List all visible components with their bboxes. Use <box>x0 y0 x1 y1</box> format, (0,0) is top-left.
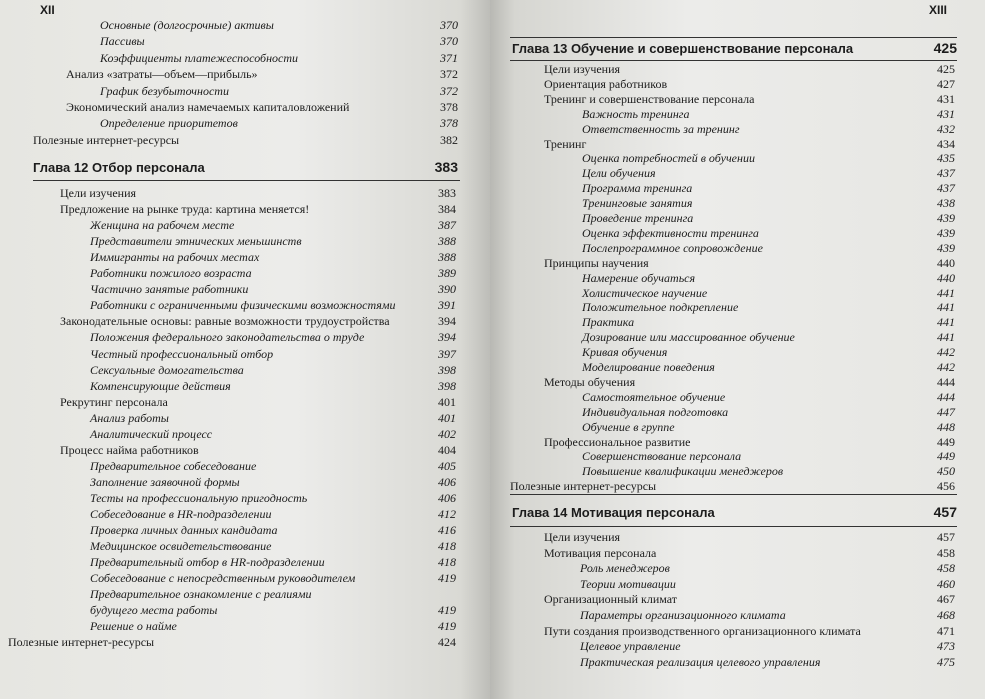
chapter-title: Глава 12 Отбор персонала <box>33 160 205 175</box>
toc-subentry: Работники пожилого возраста <box>90 266 252 281</box>
toc-subentry: Важность тренинга <box>582 106 690 121</box>
toc-entry: Пути создания производственного организационного климата <box>544 623 861 638</box>
toc-page-number: 438 <box>937 196 955 211</box>
toc-subentry: Аналитический процесс <box>90 426 213 441</box>
toc-page-number: 431 <box>937 106 955 121</box>
toc-entry: Профессиональное развитие <box>544 434 691 449</box>
toc-subentry: Цели обучения <box>582 166 656 181</box>
toc-subentry: Моделирование поведения <box>582 360 715 374</box>
toc-subentry: Оценка эффективности тренинга <box>582 225 759 240</box>
toc-entry: Организационный климат <box>544 592 678 607</box>
left-page <box>0 0 490 699</box>
toc-page-number: 394 <box>438 330 456 345</box>
toc-subentry: Работники с ограниченными физическими возможностями <box>90 298 396 313</box>
toc-page-number: 412 <box>438 507 456 521</box>
toc-subentry: Дозирование или массированное обучение <box>582 330 795 345</box>
toc-page-number: 406 <box>438 474 456 489</box>
toc-page-number: 441 <box>937 300 955 315</box>
toc-page-number: 419 <box>438 619 456 634</box>
toc-subentry: Положения федерального законодательства о труде <box>90 330 365 345</box>
toc-page-number: 447 <box>937 404 955 419</box>
toc-entry: Анализ «затраты—объем—прибыль» <box>66 67 258 82</box>
toc-page-number: 471 <box>937 623 955 638</box>
toc-subentry: Холистическое научение <box>582 285 708 300</box>
toc-subentry: Обучение в группе <box>582 419 675 434</box>
toc-entry: Тренинг и совершенствование персонала <box>544 91 755 106</box>
toc-subentry: Сексуальные домогательства <box>90 362 244 377</box>
toc-page-number: 372 <box>440 67 458 82</box>
toc-page-number: 440 <box>937 255 955 270</box>
toc-page-number: 475 <box>937 654 955 669</box>
toc-entry: Цели изучения <box>60 186 137 200</box>
toc-entry: Тренинг <box>544 136 587 151</box>
toc-page-number: 371 <box>440 50 458 65</box>
toc-page-number: 401 <box>438 394 456 409</box>
toc-page-number: 458 <box>937 561 955 576</box>
toc-page-number: 450 <box>937 464 955 479</box>
toc-subentry: Роль менеджеров <box>580 561 670 576</box>
toc-page-number: 442 <box>937 345 955 360</box>
toc-subentry: Ответственность за тренинг <box>582 121 740 136</box>
toc-subentry: Самостоятельное обучение <box>582 389 726 404</box>
toc-subentry: Собеседование с непосредственным руководителем <box>90 571 356 586</box>
toc-entry: Рекрутинг персонала <box>60 394 168 409</box>
toc-entry: Мотивация персонала <box>544 545 657 560</box>
toc-subentry: Женщина на рабочем месте <box>90 218 235 233</box>
toc-entry: Полезные интернет-ресурсы <box>33 132 180 147</box>
toc-page-number: 388 <box>438 250 456 265</box>
toc-page-number: 442 <box>937 360 955 374</box>
toc-page-number: 378 <box>440 116 458 131</box>
toc-subentry: Повышение квалификации менеджеров <box>582 464 784 479</box>
toc-page-number: 427 <box>937 76 955 91</box>
toc-page-number: 394 <box>438 314 456 329</box>
toc-page-number: 441 <box>937 330 955 345</box>
toc-subentry: Намерение обучаться <box>582 270 696 285</box>
toc-page-number: 405 <box>438 458 456 473</box>
toc-page-number: 431 <box>937 91 955 106</box>
toc-subentry: Тесты на профессиональную пригодность <box>90 490 308 505</box>
toc-page-number: 398 <box>438 378 456 393</box>
toc-page-number: 444 <box>937 374 955 389</box>
toc-page-number: 439 <box>937 225 955 240</box>
chapter-page-number: 457 <box>933 504 957 520</box>
toc-page-number: 372 <box>440 83 458 98</box>
toc-subentry: Предварительный отбор в HR-подразделении <box>90 555 325 570</box>
toc-page-number: 441 <box>937 315 955 330</box>
toc-subentry: Честный профессиональный отбор <box>90 346 274 361</box>
toc-page-number: 435 <box>937 151 955 166</box>
toc-entry: Цели изучения <box>544 530 621 544</box>
chapter-rule <box>510 60 957 61</box>
toc-page-number: 424 <box>438 635 456 650</box>
toc-page-number: 434 <box>937 136 955 151</box>
chapter-title: Глава 13 Обучение и совершенствование персонала <box>512 41 854 56</box>
toc-subentry: Положительное подкрепление <box>582 300 739 315</box>
toc-subentry: Кривая обучения <box>582 345 668 360</box>
toc-entry: Цели изучения <box>544 62 621 76</box>
toc-page-number: 398 <box>438 362 456 377</box>
toc-page-number: 441 <box>937 285 955 300</box>
toc-subentry: Проверка личных данных кандидата <box>90 523 278 538</box>
toc-page-number: 390 <box>438 282 456 297</box>
toc-page-number: 388 <box>438 234 456 249</box>
toc-entry: Полезные интернет-ресурсы <box>510 479 657 494</box>
toc-page-number: 439 <box>937 240 955 255</box>
chapter-rule <box>510 494 957 495</box>
toc-page-number: 460 <box>937 576 955 591</box>
toc-subentry: Оценка потребностей в обучении <box>582 151 755 166</box>
toc-subentry: Представители этнических меньшинств <box>90 234 302 249</box>
toc-subentry: Коэффициенты платежеспособности <box>100 50 299 65</box>
toc-subentry: Практическая реализация целевого управления <box>580 654 821 669</box>
toc-page-number: 448 <box>937 419 955 434</box>
toc-entry: Предложение на рынке труда: картина меняется! <box>60 202 310 217</box>
toc-page-number: 432 <box>937 121 955 136</box>
toc-page-number: 406 <box>438 490 456 505</box>
toc-page-number: 457 <box>937 530 955 544</box>
toc-subentry: Проведение тренинга <box>582 211 694 225</box>
toc-subentry: Собеседование в HR-подразделении <box>90 507 272 521</box>
toc-subentry: График безубыточности <box>100 83 229 98</box>
toc-page-number: 418 <box>438 555 456 570</box>
toc-page-number: 418 <box>438 539 456 554</box>
toc-subentry: Послепрограммное сопровождение <box>582 240 763 255</box>
toc-page-number: 439 <box>937 211 955 225</box>
toc-page-number: 473 <box>937 639 955 654</box>
toc-subentry: Частично занятые работники <box>90 282 249 297</box>
toc-subentry: Предварительное собеседование <box>90 458 257 473</box>
toc-page-number: 384 <box>438 202 456 217</box>
toc-entry: Полезные интернет-ресурсы <box>8 635 155 650</box>
right-page <box>490 0 985 699</box>
toc-page-number: 437 <box>937 181 955 196</box>
toc-page-number: 401 <box>438 410 456 425</box>
toc-page-number: 419 <box>438 603 456 618</box>
toc-subentry: Анализ работы <box>90 410 169 425</box>
toc-page-number: 467 <box>937 592 955 607</box>
toc-page-number: 437 <box>937 166 955 181</box>
toc-page-number: 370 <box>440 18 458 32</box>
chapter-rule <box>510 526 957 527</box>
toc-subentry: Тренинговые занятия <box>582 196 693 211</box>
toc-page-number: 416 <box>438 523 456 538</box>
toc-page-number: 404 <box>438 442 456 457</box>
toc-subentry: Совершенствование персонала <box>582 449 742 464</box>
toc-page-number: 444 <box>937 389 955 404</box>
toc-page-number: 387 <box>438 218 456 233</box>
toc-page-number: 456 <box>937 479 955 494</box>
toc-subentry: Решение о найме <box>90 619 177 634</box>
toc-subentry: Индивидуальная подготовка <box>582 404 729 419</box>
toc-page-number: 382 <box>440 132 458 147</box>
toc-subentry: Иммигранты на рабочих местах <box>90 250 260 265</box>
toc-page-number: 370 <box>440 34 458 49</box>
toc-subentry: Компенсирующие действия <box>90 378 231 393</box>
toc-page-number: 383 <box>438 186 456 200</box>
toc-subentry: Предварительное ознакомление с реалиями <box>90 587 312 602</box>
toc-page-number: 458 <box>937 545 955 560</box>
toc-subentry: Определение приоритетов <box>100 116 238 131</box>
toc-page-number: 397 <box>438 346 456 361</box>
toc-page-number: 378 <box>440 100 458 114</box>
toc-subentry: Практика <box>582 315 635 330</box>
toc-entry: Принципы научения <box>544 255 649 270</box>
chapter-page-number: 383 <box>434 159 458 175</box>
toc-page-number: 449 <box>937 449 955 464</box>
toc-page-number: 468 <box>937 608 955 622</box>
toc-entry: Законодательные основы: равные возможности трудоустройства <box>60 314 390 329</box>
chapter-title: Глава 14 Мотивация персонала <box>512 505 715 520</box>
page-folio: XIII <box>928 3 947 17</box>
page-folio: XII <box>40 3 55 17</box>
toc-subentry: Пассивы <box>100 34 145 49</box>
toc-subentry: Теории мотивации <box>580 576 676 591</box>
toc-page-number: 389 <box>438 266 456 281</box>
toc-subentry: Целевое управление <box>580 639 681 654</box>
toc-page-number: 425 <box>937 62 955 76</box>
toc-subentry: Заполнение заявочной формы <box>90 474 240 489</box>
toc-subentry: Медицинское освидетельствование <box>90 539 272 554</box>
toc-page-number: 402 <box>438 426 456 441</box>
toc-entry: Экономический анализ намечаемых капиталовложений <box>66 100 350 114</box>
toc-entry: Процесс найма работников <box>60 442 199 457</box>
toc-page-number: 391 <box>438 298 456 313</box>
toc-page-number: 419 <box>438 571 456 586</box>
chapter-page-number: 425 <box>933 40 957 56</box>
toc-entry: Ориентация работников <box>544 76 668 91</box>
toc-page-number: 440 <box>937 270 955 285</box>
chapter-rule <box>33 180 460 181</box>
toc-subentry: Программа тренинга <box>582 181 693 196</box>
toc-subentry: Основные (долгосрочные) активы <box>100 18 274 32</box>
toc-entry: Методы обучения <box>544 374 636 389</box>
chapter-rule <box>510 37 957 38</box>
toc-subentry: Параметры организационного климата <box>580 608 786 622</box>
toc-subentry: будущего места работы <box>90 603 218 618</box>
toc-page-number: 449 <box>937 434 955 449</box>
